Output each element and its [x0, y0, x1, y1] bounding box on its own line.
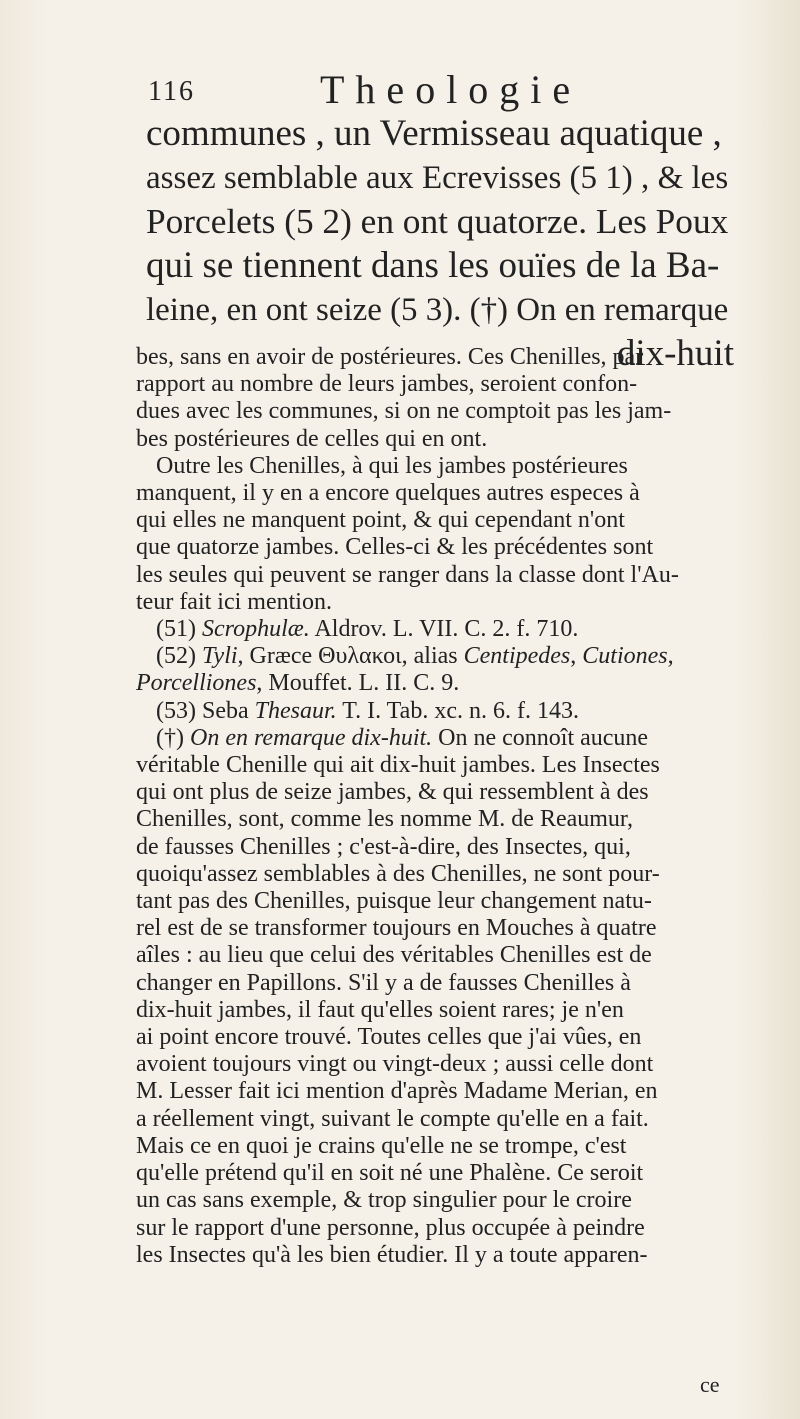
main-text-line: assez semblable aux Ecrevisses (5 1) , & les: [146, 160, 729, 196]
footnote-dagger-line: les Insectes qu'à les bien étudier. Il y a toute apparen-: [136, 1241, 648, 1268]
note-line: que quatorze jambes. Celles-ci & les précédentes sont: [136, 534, 654, 561]
footnote-dagger-line: aîles : au lieu que celui des véritables Chenilles est de: [136, 942, 652, 969]
footnote-53: (53) Seba Thesaur. T. I. Tab. xc. n. 6. f. 143.: [156, 697, 579, 724]
footnote-dagger-line: ai point encore trouvé. Toutes celles que j'ai vûes, en: [136, 1024, 642, 1051]
page-number: 116: [148, 76, 195, 107]
main-text-block: [146, 112, 734, 376]
note-line: qui elles ne manquent point, & qui cependant n'ont: [136, 507, 625, 534]
page-header: [148, 62, 618, 112]
footnote-51: (51) Scrophulæ. Aldrov. L. VII. C. 2. f. 710.: [156, 616, 579, 643]
footnote-52-continued: Porcelliones, Mouffet. L. II. C. 9.: [136, 670, 460, 697]
footnote-dagger-line: avoient toujours vingt ou vingt-deux ; aussi celle dont: [136, 1051, 654, 1078]
main-text-line: leine, en ont seize (5 3). (†) On en remarque: [146, 292, 729, 328]
note-line: bes postérieures de celles qui en ont.: [136, 425, 488, 452]
footnote-dagger-line: sur le rapport d'une personne, plus occupée à peindre: [136, 1214, 645, 1241]
note-line: teur fait ici mention.: [136, 588, 332, 615]
main-text-line: qui se tiennent dans les ouïes de la Ba-: [146, 245, 720, 286]
footnote-dagger-line: changer en Papillons. S'il y a de fausses Chenilles à: [136, 969, 631, 996]
note-line: manquent, il y en a encore quelques autres especes à: [136, 480, 640, 507]
note-line: rapport au nombre de leurs jambes, seroient confon-: [136, 371, 638, 398]
footnote-dagger-line: un cas sans exemple, & trop singulier pour le croire: [136, 1187, 632, 1214]
footnote-dagger-line: M. Lesser fait ici mention d'après Madame Merian, en: [136, 1078, 658, 1105]
running-title: Theologie: [320, 67, 582, 112]
main-text-line: communes , un Vermisseau aquatique ,: [146, 113, 722, 154]
footnote-dagger-line: quoiqu'assez semblables à des Chenilles, ne sont pour-: [136, 860, 660, 887]
footnote-dagger: (†) On en remarque dix-huit. On ne connoît aucune: [156, 724, 649, 751]
footnote-52: (52) Tyli, Græce Θυλακοι, alias Centipedes, Cutiones,: [156, 643, 674, 670]
note-line: dues avec les communes, si on ne comptoit pas les jam-: [136, 398, 672, 425]
footnote-dagger-line: tant pas des Chenilles, puisque leur changement natu-: [136, 888, 652, 915]
footnote-dagger-line: de fausses Chenilles ; c'est-à-dire, des Insectes, qui,: [136, 833, 631, 860]
footnote-dagger-line: rel est de se transformer toujours en Mouches à quatre: [136, 915, 657, 942]
footnote-dagger-line: a réellement vingt, suivant le compte qu'elle en a fait.: [136, 1105, 649, 1132]
footnote-dagger-line: Chenilles, sont, comme les nomme M. de Reaumur,: [136, 806, 633, 833]
footnote-dagger-line: véritable Chenille qui ait dix-huit jambes. Les Insectes: [136, 752, 660, 779]
main-text-line: Porcelets (5 2) en ont quatorze. Les Poux: [146, 202, 729, 241]
note-line: bes, sans en avoir de postérieures. Ces Chenilles, par: [136, 344, 644, 370]
footnote-dagger-line: Mais ce en quoi je crains qu'elle ne se trompe, c'est: [136, 1132, 627, 1159]
footnote-dagger-line: qu'elle prétend qu'il en soit né une Phalène. Ce seroit: [136, 1160, 644, 1187]
footnotes-block: [136, 344, 740, 1269]
note-line: les seules qui peuvent se ranger dans la classe dont l'Au-: [136, 561, 679, 588]
footnote-dagger-line: qui ont plus de seize jambes, & qui ressemblent à des: [136, 779, 649, 806]
footnote-dagger-line: dix-huit jambes, il faut qu'elles soient rares; je n'en: [136, 996, 624, 1023]
catchword: ce: [700, 1372, 720, 1397]
main-text-catch-line: dix-huit: [616, 333, 734, 374]
note-line: Outre les Chenilles, à qui les jambes postérieures: [156, 452, 628, 479]
